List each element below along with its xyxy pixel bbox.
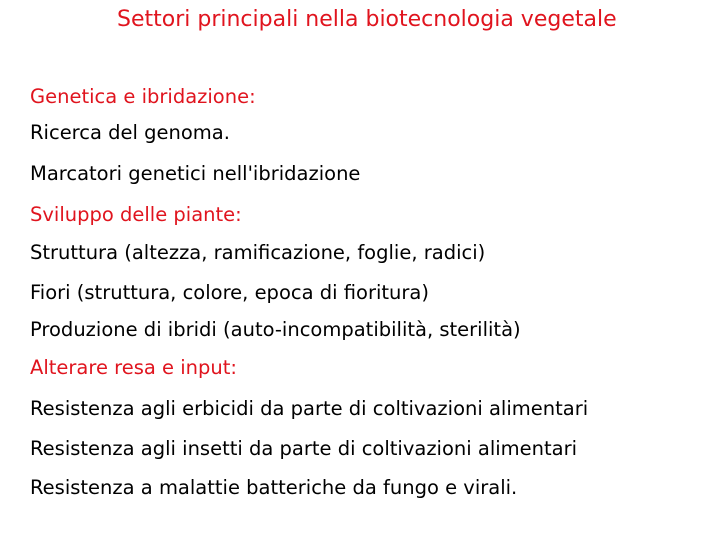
list-item: Resistenza agli insetti da parte di coltivazioni alimentari	[30, 437, 578, 460]
section-heading-sviluppo: Sviluppo delle piante:	[30, 203, 242, 226]
list-item: Marcatori genetici nell'ibridazione	[30, 162, 361, 185]
section-heading-genetica: Genetica e ibridazione:	[30, 85, 256, 108]
slide-title: Settori principali nella biotecnologia vegetale	[117, 7, 617, 32]
list-item: Struttura (altezza, ramificazione, foglie, radici)	[30, 241, 486, 264]
list-item: Resistenza agli erbicidi da parte di coltivazioni alimentari	[30, 397, 589, 420]
list-item: Fiori (struttura, colore, epoca di fioritura)	[30, 281, 429, 304]
section-heading-resa: Alterare resa e input:	[30, 356, 237, 379]
list-item: Produzione di ibridi (auto-incompatibilità, sterilità)	[30, 318, 521, 341]
list-item: Ricerca del genoma.	[30, 121, 230, 144]
list-item: Resistenza a malattie batteriche da fungo e virali.	[30, 476, 518, 499]
